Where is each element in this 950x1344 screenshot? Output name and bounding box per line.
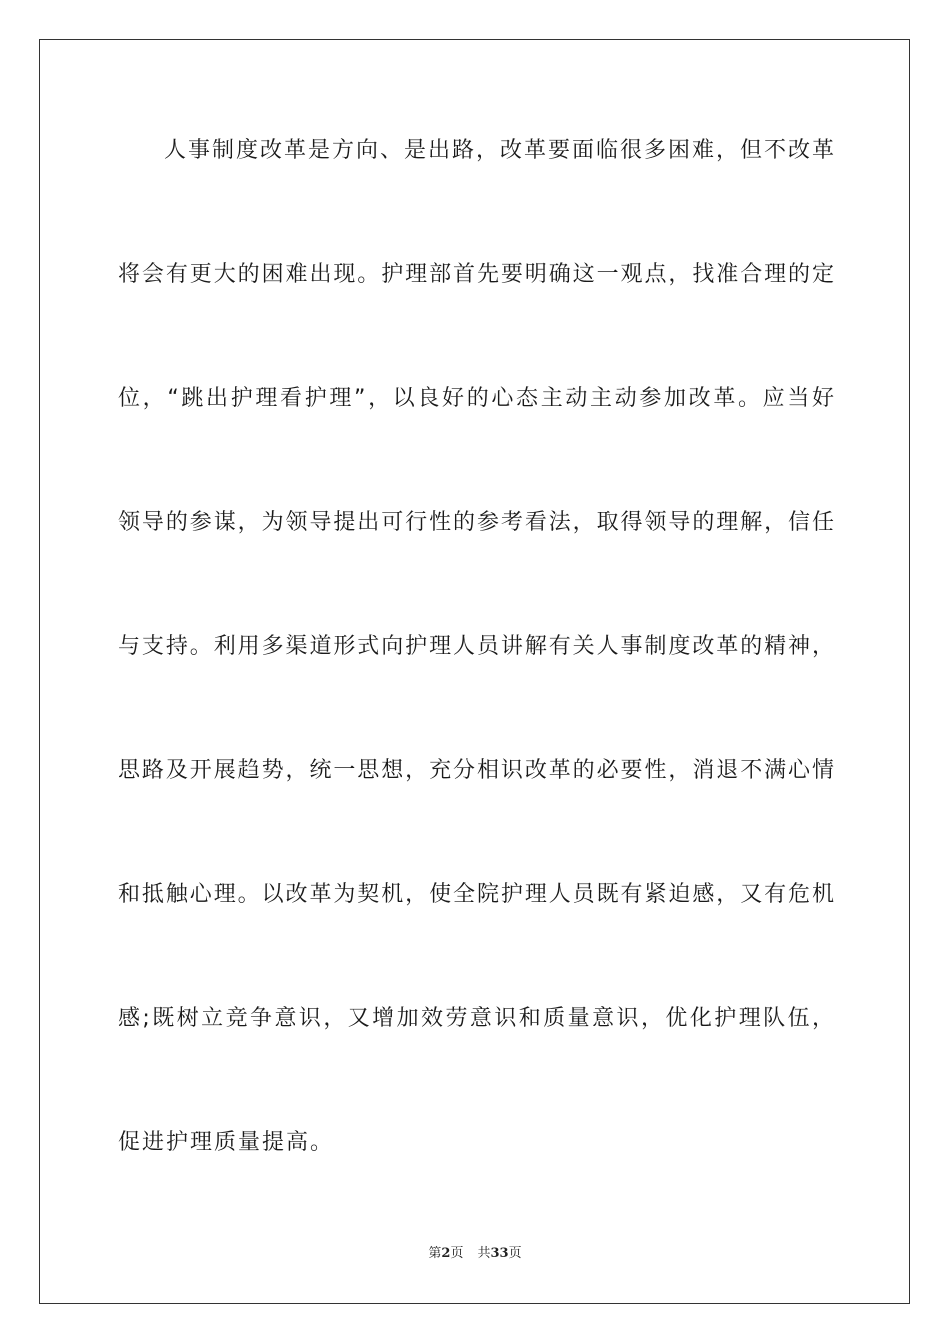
page-number: 2 xyxy=(441,1246,451,1261)
paragraph-line-4: 领导的参谋，为领导提出可行性的参考看法，取得领导的理解，信任 xyxy=(118,510,834,535)
paragraph-line-7: 和抵触心理。以改革为契机，使全院护理人员既有紧迫感，又有危机 xyxy=(118,882,834,907)
page-suffix: 页 xyxy=(450,1246,464,1261)
paragraph-line-9: 促进护理质量提高。 xyxy=(118,1130,335,1155)
paragraph-line-6: 思路及开展趋势，统一思想，充分相识改革的必要性，消退不满心情 xyxy=(118,758,834,783)
total-pages: 33 xyxy=(490,1246,509,1261)
paragraph-line-3: 位，“跳出护理看护理”，以良好的心态主动主动参加改革。应当好 xyxy=(118,386,834,411)
paragraph-line-8: 感;既树立竞争意识，又增加效劳意识和质量意识，优化护理队伍， xyxy=(118,1006,834,1031)
paragraph-line-2: 将会有更大的困难出现。护理部首先要明确这一观点，找准合理的定 xyxy=(118,262,834,287)
total-prefix: 共 xyxy=(477,1246,491,1261)
page-footer xyxy=(0,1245,950,1263)
total-suffix: 页 xyxy=(508,1246,522,1261)
page-prefix: 第 xyxy=(428,1246,442,1261)
paragraph-line-1: 人事制度改革是方向、是出路，改革要面临很多困难，但不改革 xyxy=(164,138,834,163)
paragraph-line-5: 与支持。利用多渠道形式向护理人员讲解有关人事制度改革的精神， xyxy=(118,634,834,659)
page-border xyxy=(39,39,910,1304)
